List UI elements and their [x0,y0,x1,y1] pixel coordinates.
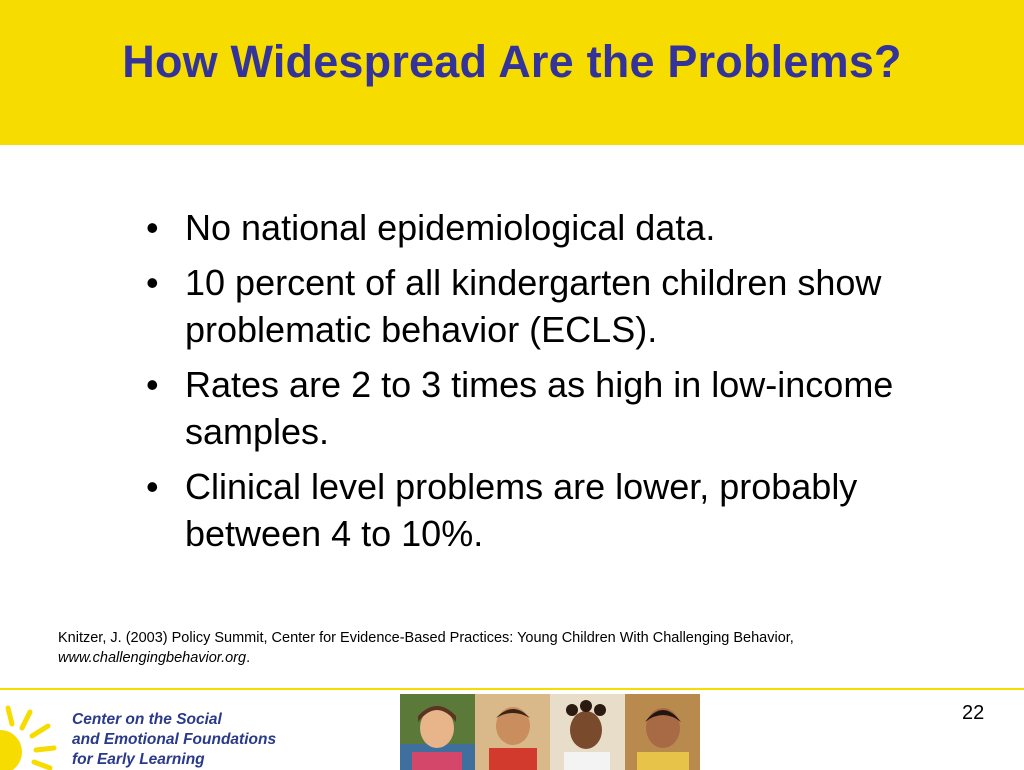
logo-line: for Early Learning [72,751,205,768]
bullet-item [143,259,943,353]
page-number: 22 [962,702,985,724]
title-banner [0,0,1024,145]
bullet-text: Clinical level problems are lower, probably between 4 to 10%. [185,466,858,554]
bullet-item [143,463,943,557]
logo-line: and Emotional Foundations [72,731,277,748]
bullet-dot-icon: • [146,207,159,248]
bullet-item [143,361,943,455]
bullet-text: Rates are 2 to 3 times as high in low-income samples. [185,364,894,452]
bullet-dot-icon: • [146,262,159,303]
bullet-item [143,204,943,251]
child-photo-3 [550,694,625,770]
sun-logo-icon [0,690,64,770]
citation-text: Knitzer, J. (2003) Policy Summit, Center for Evidence-Based Practices: Young Children With Challenging Behavior, [58,630,794,646]
slide-title: How Widespread Are the Problems? [122,36,902,87]
org-logo-text [72,710,276,770]
citation-url[interactable]: www.challengingbehavior.org [58,650,247,666]
citation-trailing: . [246,650,251,666]
child-photo-4 [625,694,700,770]
bullet-text: No national epidemiological data. [185,207,716,248]
bullet-dot-icon: • [146,466,159,507]
citation [58,628,958,668]
child-photo-2 [475,694,550,770]
children-photo-strip [400,694,700,770]
bullet-dot-icon: • [146,364,159,405]
bullet-list [143,204,943,565]
logo-line: Center on the Social [72,711,222,728]
footer [0,688,1024,770]
child-photo-1 [400,694,475,770]
bullet-text: 10 percent of all kindergarten children show problematic behavior (ECLS). [185,262,882,350]
